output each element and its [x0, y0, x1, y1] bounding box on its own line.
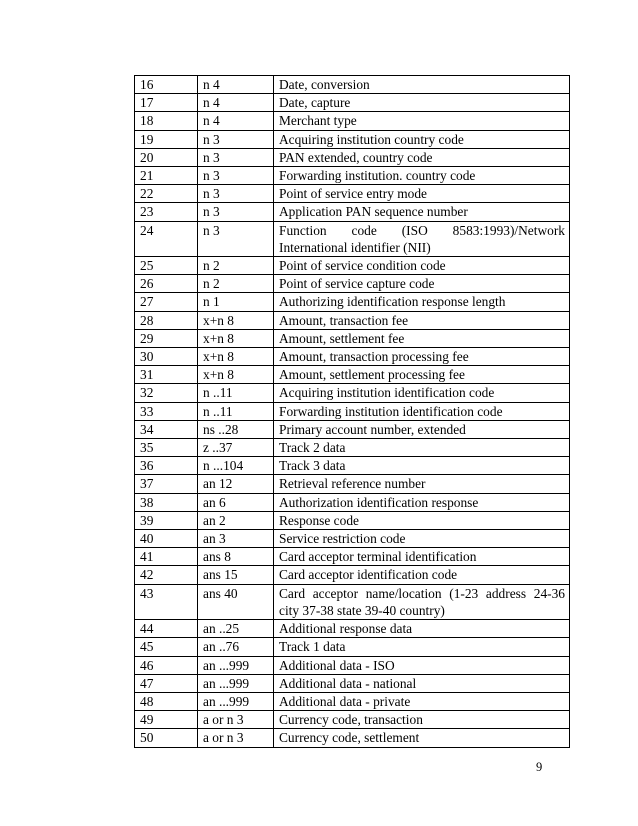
field-number-cell: 47 [135, 674, 198, 692]
field-description-cell: Amount, settlement fee [274, 329, 570, 347]
field-description-cell: Authorizing identification response length [274, 293, 570, 311]
field-number-cell: 30 [135, 348, 198, 366]
field-format-cell: n 4 [198, 76, 274, 94]
table-row [135, 692, 570, 710]
field-number-cell: 16 [135, 76, 198, 94]
field-number-cell: 20 [135, 148, 198, 166]
field-format-cell: x+n 8 [198, 311, 274, 329]
field-description-cell: Application PAN sequence number [274, 203, 570, 221]
field-number-cell: 43 [135, 584, 198, 619]
table-row [135, 112, 570, 130]
field-number-cell: 48 [135, 692, 198, 710]
field-format-cell: ns ..28 [198, 420, 274, 438]
field-description-cell: Additional data - private [274, 692, 570, 710]
field-description-cell: Currency code, transaction [274, 711, 570, 729]
field-description-cell: Point of service entry mode [274, 185, 570, 203]
field-description-cell: Date, capture [274, 94, 570, 112]
field-description-cell: Additional data - ISO [274, 656, 570, 674]
field-number-cell: 29 [135, 329, 198, 347]
table-row [135, 402, 570, 420]
table-row [135, 348, 570, 366]
field-number-cell: 46 [135, 656, 198, 674]
field-number-cell: 28 [135, 311, 198, 329]
field-description-cell: Card acceptor name/location (1-23 address 24-36 city 37-38 state 39-40 country) [274, 584, 570, 619]
field-description-cell: Additional data - national [274, 674, 570, 692]
field-format-cell: ans 40 [198, 584, 274, 619]
table-row [135, 185, 570, 203]
field-number-cell: 23 [135, 203, 198, 221]
field-number-cell: 38 [135, 493, 198, 511]
field-description-cell: Forwarding institution. country code [274, 167, 570, 185]
field-format-cell: n 3 [198, 167, 274, 185]
field-description-cell: Point of service capture code [274, 275, 570, 293]
table-row [135, 420, 570, 438]
field-format-cell: n ..11 [198, 384, 274, 402]
field-number-cell: 25 [135, 257, 198, 275]
field-number-cell: 37 [135, 475, 198, 493]
field-number-cell: 22 [135, 185, 198, 203]
field-format-cell: an ..76 [198, 638, 274, 656]
field-description-cell: Response code [274, 511, 570, 529]
field-format-cell: an 12 [198, 475, 274, 493]
table-row [135, 638, 570, 656]
table-row [135, 203, 570, 221]
table-row [135, 94, 570, 112]
field-number-cell: 24 [135, 221, 198, 256]
table-row [135, 366, 570, 384]
field-description-cell: Track 3 data [274, 457, 570, 475]
field-number-cell: 40 [135, 530, 198, 548]
field-number-cell: 45 [135, 638, 198, 656]
field-description-cell: Card acceptor terminal identification [274, 548, 570, 566]
field-description-cell: Date, conversion [274, 76, 570, 94]
field-format-cell: an ...999 [198, 692, 274, 710]
field-description-cell: Amount, transaction fee [274, 311, 570, 329]
field-number-cell: 34 [135, 420, 198, 438]
table-body [135, 76, 570, 748]
table-row [135, 711, 570, 729]
field-format-cell: n 3 [198, 221, 274, 256]
table-row [135, 584, 570, 619]
table-row [135, 729, 570, 747]
table-row [135, 457, 570, 475]
table-row [135, 148, 570, 166]
field-format-cell: n ..11 [198, 402, 274, 420]
field-number-cell: 21 [135, 167, 198, 185]
field-format-cell: x+n 8 [198, 348, 274, 366]
table-row [135, 656, 570, 674]
field-description-cell: Track 2 data [274, 439, 570, 457]
field-description-cell: Acquiring institution country code [274, 130, 570, 148]
field-description-cell: Point of service condition code [274, 257, 570, 275]
table-row [135, 167, 570, 185]
field-number-cell: 31 [135, 366, 198, 384]
table-row [135, 566, 570, 584]
field-format-cell: a or n 3 [198, 729, 274, 747]
field-format-cell: z ..37 [198, 439, 274, 457]
table-row [135, 275, 570, 293]
field-format-cell: n 2 [198, 257, 274, 275]
field-format-cell: n 3 [198, 185, 274, 203]
field-description-cell: Function code (ISO 8583:1993)/Network International identifier (NII) [274, 221, 570, 256]
table-row [135, 530, 570, 548]
field-format-cell: an ..25 [198, 620, 274, 638]
field-description-cell: Additional response data [274, 620, 570, 638]
field-description-cell: Retrieval reference number [274, 475, 570, 493]
field-format-cell: ans 8 [198, 548, 274, 566]
field-format-cell: x+n 8 [198, 366, 274, 384]
field-description-cell: Track 1 data [274, 638, 570, 656]
field-format-cell: n 1 [198, 293, 274, 311]
field-number-cell: 27 [135, 293, 198, 311]
field-description-cell: Amount, transaction processing fee [274, 348, 570, 366]
table-row [135, 493, 570, 511]
field-format-cell: an ...999 [198, 674, 274, 692]
field-description-cell: Acquiring institution identification code [274, 384, 570, 402]
field-description-cell: Card acceptor identification code [274, 566, 570, 584]
field-format-cell: ans 15 [198, 566, 274, 584]
field-format-cell: an 2 [198, 511, 274, 529]
field-number-cell: 49 [135, 711, 198, 729]
field-number-cell: 26 [135, 275, 198, 293]
table-row [135, 475, 570, 493]
field-number-cell: 33 [135, 402, 198, 420]
field-format-cell: x+n 8 [198, 329, 274, 347]
field-format-cell: an ...999 [198, 656, 274, 674]
table-row [135, 674, 570, 692]
field-number-cell: 42 [135, 566, 198, 584]
table-row [135, 439, 570, 457]
field-format-cell: a or n 3 [198, 711, 274, 729]
table-row [135, 620, 570, 638]
table-row [135, 293, 570, 311]
field-description-cell: Merchant type [274, 112, 570, 130]
field-number-cell: 36 [135, 457, 198, 475]
field-format-cell: n ...104 [198, 457, 274, 475]
field-format-cell: an 3 [198, 530, 274, 548]
table-row [135, 384, 570, 402]
field-number-cell: 35 [135, 439, 198, 457]
field-number-cell: 18 [135, 112, 198, 130]
field-description-cell: Primary account number, extended [274, 420, 570, 438]
table-row [135, 548, 570, 566]
field-description-cell: Authorization identification response [274, 493, 570, 511]
field-format-cell: n 2 [198, 275, 274, 293]
table-row [135, 221, 570, 256]
field-number-cell: 17 [135, 94, 198, 112]
field-format-cell: n 4 [198, 94, 274, 112]
field-format-cell: n 3 [198, 148, 274, 166]
table-row [135, 76, 570, 94]
field-number-cell: 41 [135, 548, 198, 566]
field-number-cell: 19 [135, 130, 198, 148]
field-description-cell: Forwarding institution identification code [274, 402, 570, 420]
field-format-cell: n 3 [198, 203, 274, 221]
data-elements-table [134, 75, 570, 748]
field-description-cell: Service restriction code [274, 530, 570, 548]
field-number-cell: 50 [135, 729, 198, 747]
field-format-cell: an 6 [198, 493, 274, 511]
page-number: 9 [536, 760, 543, 774]
field-number-cell: 32 [135, 384, 198, 402]
field-number-cell: 39 [135, 511, 198, 529]
field-format-cell: n 3 [198, 130, 274, 148]
table-row [135, 130, 570, 148]
table-row [135, 257, 570, 275]
field-number-cell: 44 [135, 620, 198, 638]
table-row [135, 311, 570, 329]
field-description-cell: PAN extended, country code [274, 148, 570, 166]
field-description-cell: Currency code, settlement [274, 729, 570, 747]
field-description-cell: Amount, settlement processing fee [274, 366, 570, 384]
table-row [135, 511, 570, 529]
field-format-cell: n 4 [198, 112, 274, 130]
table-row [135, 329, 570, 347]
